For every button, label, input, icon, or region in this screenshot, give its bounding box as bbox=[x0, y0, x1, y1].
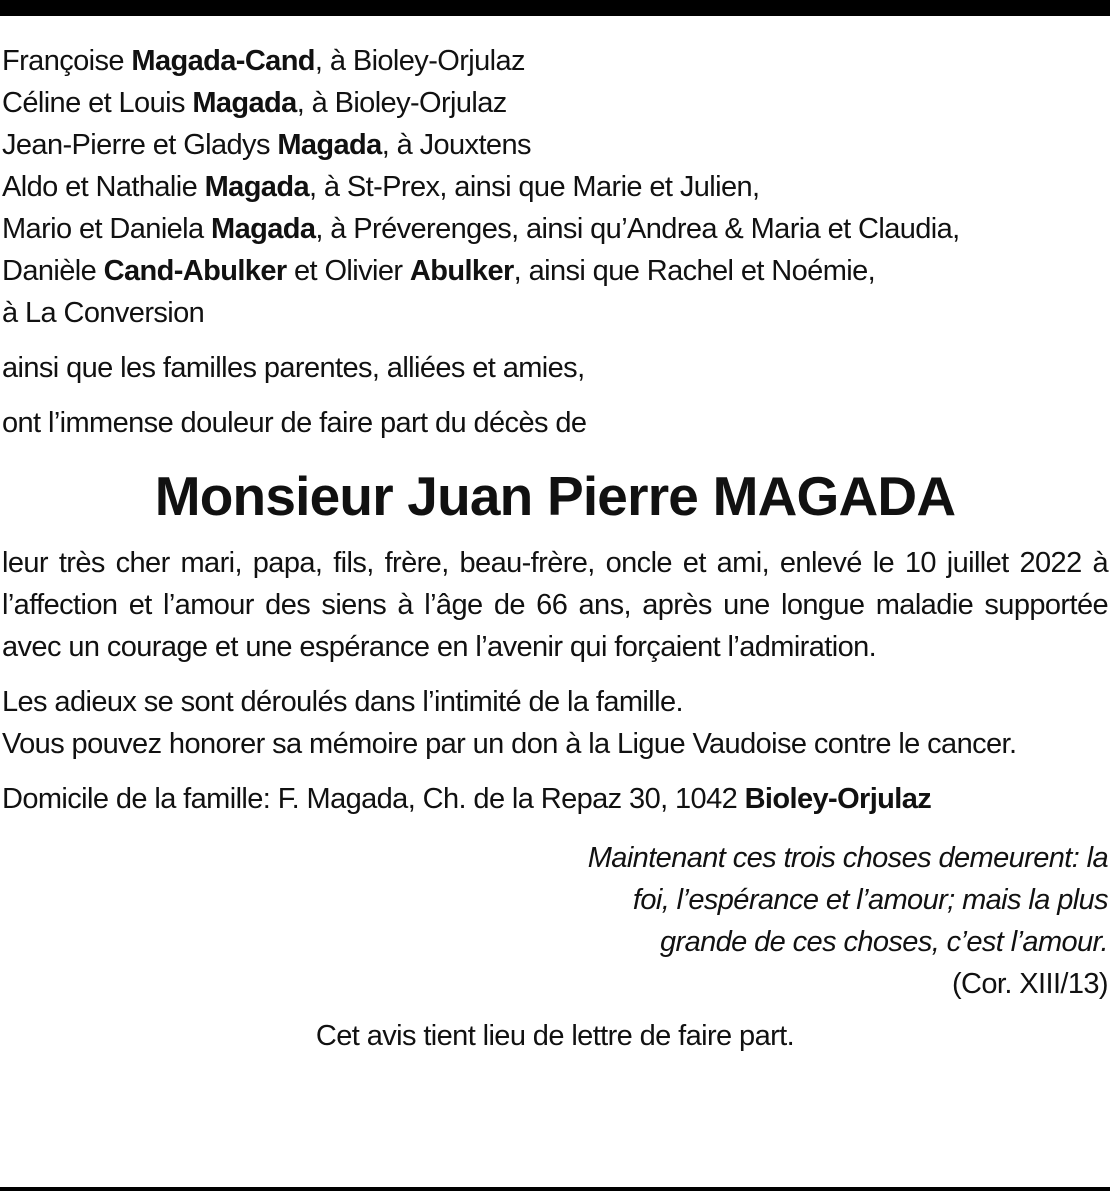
family-line bbox=[2, 82, 1108, 124]
announcement-text: ont l’immense douleur de faire part du décès de bbox=[2, 407, 587, 439]
family-surname: Magada bbox=[211, 213, 316, 245]
domicile-text: Domicile de la famille: F. Magada, Ch. de la Repaz 30, 1042 bbox=[2, 783, 745, 815]
family-line-text: Aldo et Nathalie bbox=[2, 171, 205, 203]
family-line-text: Mario et Daniela bbox=[2, 213, 212, 245]
quote-reference: (Cor. XIII/13) bbox=[952, 968, 1108, 1000]
domicile-line bbox=[2, 778, 1108, 820]
scripture-quote bbox=[2, 837, 1108, 1005]
family-line-text: , ainsi que Rachel et Noémie, bbox=[513, 255, 876, 287]
family-line-place: , à Bioley-Orjulaz bbox=[296, 87, 507, 119]
farewell-paragraph: Les adieux se sont déroulés dans l’intimité de la famille. bbox=[2, 686, 683, 718]
family-surname: Abulker bbox=[409, 255, 514, 287]
domicile-locality: Bioley-Orjulaz bbox=[744, 783, 932, 815]
family-line bbox=[2, 40, 1108, 82]
quote-line: Maintenant ces trois choses demeurent: la bbox=[587, 842, 1108, 874]
deceased-name: Monsieur Juan Pierre MAGADA bbox=[154, 465, 956, 527]
family-line bbox=[2, 124, 1108, 166]
tribute-paragraph: leur très cher mari, papa, fils, frère, beau-frère, oncle et ami, enlevé le 10 juillet 2022 à l’affection et l’amour des siens à l’âge de 66 ans, après une longue maladie supportée avec un courage et une espérance en l’avenir qui forçaient l’admiration. bbox=[2, 547, 1108, 663]
donation-paragraph: Vous pouvez honorer sa mémoire par un don à la Ligue Vaudoise contre le cancer. bbox=[2, 728, 1017, 760]
top-rule bbox=[0, 0, 1110, 16]
closing-note: Cet avis tient lieu de lettre de faire part. bbox=[315, 1020, 795, 1052]
family-line-text: et Olivier bbox=[286, 255, 410, 287]
family-line-location: à La Conversion bbox=[2, 297, 205, 329]
family-surname: Magada-Cand bbox=[131, 45, 315, 77]
family-line-place: , à Préverenges, ainsi qu’Andrea & Maria et Claudia, bbox=[315, 213, 960, 245]
family-surname: Magada bbox=[277, 129, 382, 161]
family-line-place: , à St-Prex, ainsi que Marie et Julien, bbox=[308, 171, 760, 203]
family-line-place: , à Bioley-Orjulaz bbox=[314, 45, 525, 77]
quote-line: foi, l’espérance et l’amour; mais la plus bbox=[632, 884, 1108, 916]
quote-line: grande de ces choses, c’est l’amour. bbox=[659, 926, 1108, 958]
family-line bbox=[2, 250, 1108, 292]
family-surname: Magada bbox=[192, 87, 297, 119]
family-line-place: , à Jouxtens bbox=[381, 129, 531, 161]
family-line bbox=[2, 166, 1108, 208]
bottom-rule bbox=[0, 1187, 1110, 1191]
family-list bbox=[2, 40, 1108, 334]
family-line-text: Jean-Pierre et Gladys bbox=[2, 129, 278, 161]
relatives-text: ainsi que les familles parentes, alliées et amies, bbox=[2, 352, 585, 384]
family-line bbox=[2, 208, 1108, 250]
obituary-notice bbox=[2, 40, 1108, 1057]
family-line-text: Françoise bbox=[2, 45, 132, 77]
family-line-text: Céline et Louis bbox=[2, 87, 193, 119]
family-line-text: Danièle bbox=[2, 255, 104, 287]
family-surname: Magada bbox=[204, 171, 309, 203]
family-surname: Cand-Abulker bbox=[103, 255, 287, 287]
